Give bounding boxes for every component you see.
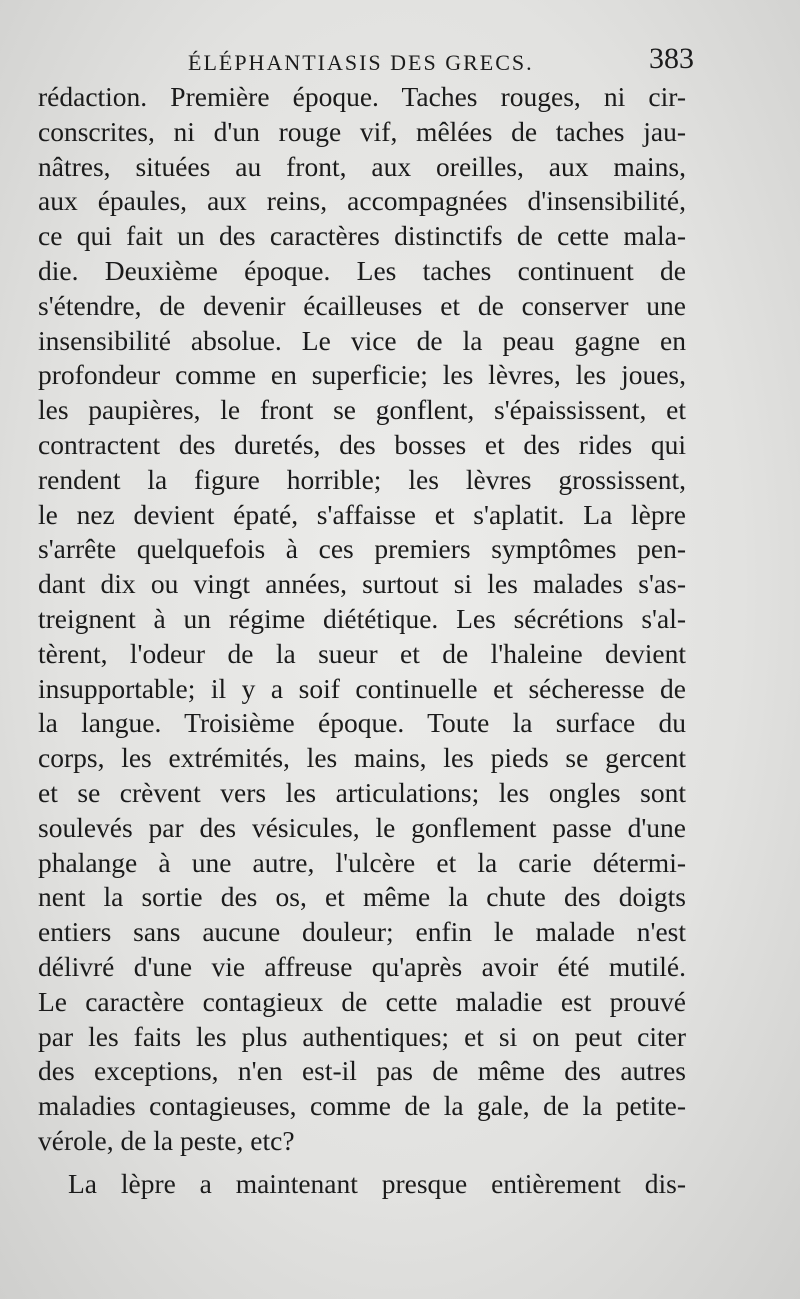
text-line: profondeur comme en superficie; les lèvres, les joues, xyxy=(38,359,686,391)
text-line: phalange à une autre, l'ulcère et la carie détermi- xyxy=(38,846,686,878)
text-line: aux épaules, aux reins, accompagnées d'insensibilité, xyxy=(38,185,686,217)
running-head: ÉLÉPHANTIASIS DES GRECS. xyxy=(188,50,534,75)
text-line: la langue. Troisième époque. Toute la surface du xyxy=(38,707,686,739)
page-number: 383 xyxy=(649,42,694,75)
paragraph-gap xyxy=(38,1159,686,1167)
text-line: dant dix ou vingt années, surtout si les malades s'as- xyxy=(38,568,686,600)
text-line: nâtres, situées au front, aux oreilles, aux mains, xyxy=(38,150,686,182)
text-line: s'étendre, de devenir écailleuses et de conserver une xyxy=(38,289,686,321)
text-line: vérole, de la peste, etc? xyxy=(38,1124,295,1156)
text-line: les paupières, le front se gonflent, s'épaississent, et xyxy=(38,394,686,426)
text-line: par les faits les plus authentiques; et si on peut citer xyxy=(38,1020,686,1052)
text-line: et se crèvent vers les articulations; les ongles sont xyxy=(38,776,686,808)
text-line: die. Deuxième époque. Les taches continuent de xyxy=(38,254,686,286)
text-line: rendent la figure horrible; les lèvres grossissent, xyxy=(38,463,686,495)
text-line: maladies contagieuses, comme de la gale, de la petite- xyxy=(38,1090,686,1122)
text-line: insensibilité absolue. Le vice de la peau gagne en xyxy=(38,324,686,356)
text-line: insupportable; il y a soif continuelle et sécheresse de xyxy=(38,672,686,704)
text-line: le nez devient épaté, s'affaisse et s'aplatit. La lèpre xyxy=(38,498,686,530)
text-line: ce qui fait un des caractères distinctifs de cette mala- xyxy=(38,220,686,252)
text-line: rédaction. Première époque. Taches rouges, ni cir- xyxy=(38,81,686,112)
text-line: contractent des duretés, des bosses et des rides qui xyxy=(38,428,686,460)
text-line: conscrites, ni d'un rouge vif, mêlées de taches jau- xyxy=(38,115,686,147)
text-line: Le caractère contagieux de cette maladie est prouvé xyxy=(38,985,686,1017)
text-line: s'arrête quelquefois à ces premiers symptômes pen- xyxy=(38,533,686,565)
text-line: nent la sortie des os, et même la chute des doigts xyxy=(38,881,686,913)
body-text xyxy=(38,80,686,1202)
page-header xyxy=(38,42,692,82)
text-line: corps, les extrémités, les mains, les pieds se gercent xyxy=(38,742,686,774)
text-line: tèrent, l'odeur de la sueur et de l'haleine devient xyxy=(38,637,686,669)
text-line: treignent à un régime diététique. Les sécrétions s'al- xyxy=(38,602,686,634)
text-line: des exceptions, n'en est-il pas de même des autres xyxy=(38,1055,686,1087)
text-line: entiers sans aucune douleur; enfin le malade n'est xyxy=(38,916,686,948)
text-line: délivré d'une vie affreuse qu'après avoir été mutilé. xyxy=(38,950,686,982)
text-line: La lèpre a maintenant presque entièrement dis- xyxy=(68,1167,686,1199)
text-line: soulevés par des vésicules, le gonflement passe d'une xyxy=(38,811,686,843)
